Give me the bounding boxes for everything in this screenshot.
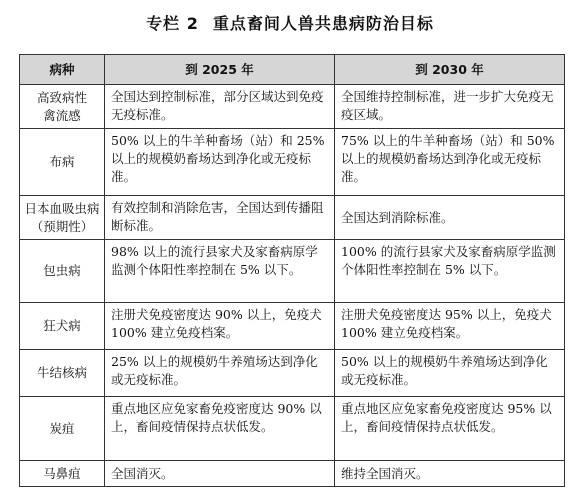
target-2030-cell: 全国维持控制标准，进一步扩大免疫无疫区域。 <box>335 85 565 129</box>
target-2030-cell: 50% 以上的规模奶牛养殖场达到净化或无疫标准。 <box>335 350 565 397</box>
table-row <box>20 303 565 350</box>
target-2025-cell: 全国达到控制标准，部分区域达到免疫无疫标准。 <box>105 85 335 129</box>
disease-cell: 日本血吸虫病 （预期性） <box>20 196 105 240</box>
table-row <box>20 240 565 303</box>
target-2025-cell: 注册犬免疫密度达 90% 以上，免疫犬 100% 建立免疫档案。 <box>105 303 335 350</box>
target-2025-cell: 有效控制和消除危害，全国达到传播阻断标准。 <box>105 196 335 240</box>
header-2025: 到 2025 年 <box>105 55 335 85</box>
target-2025-cell: 50% 以上的牛羊种畜场（站）和 25% 以上的规模奶畜场达到净化或无疫标准。 <box>105 129 335 196</box>
table-row <box>20 196 565 240</box>
header-row <box>20 55 565 85</box>
target-2025-cell: 重点地区应免家畜免疫密度达 90% 以上，畜间疫情保持点状低发。 <box>105 397 335 461</box>
target-2030-cell: 100% 的流行县家犬及家畜病原学监测个体阳性率控制在 5% 以下。 <box>335 240 565 303</box>
page-title <box>0 11 580 34</box>
table-row <box>20 85 565 129</box>
target-2025-cell: 98% 以上的流行县家犬及家畜病原学监测个体阳性率控制在 5% 以下。 <box>105 240 335 303</box>
disease-cell: 牛结核病 <box>20 350 105 397</box>
target-2030-cell: 维持全国消灭。 <box>335 461 565 487</box>
disease-cell: 狂犬病 <box>20 303 105 350</box>
column-number: 专栏 2 <box>146 14 199 33</box>
target-2030-cell: 全国达到消除标准。 <box>335 196 565 240</box>
table-row <box>20 461 565 487</box>
header-2030: 到 2030 年 <box>335 55 565 85</box>
target-2030-cell: 注册犬免疫密度达 95% 以上，免疫犬 100% 建立免疫档案。 <box>335 303 565 350</box>
table-row <box>20 397 565 461</box>
column-title: 重点畜间人兽共患病防治目标 <box>212 14 434 33</box>
target-2030-cell: 重点地区应免家畜免疫密度达 95% 以上，畜间疫情保持点状低发。 <box>335 397 565 461</box>
table-row <box>20 129 565 196</box>
disease-cell: 高致病性 禽流感 <box>20 85 105 129</box>
table-row <box>20 350 565 397</box>
targets-table <box>19 54 565 487</box>
disease-cell: 包虫病 <box>20 240 105 303</box>
disease-cell: 炭疽 <box>20 397 105 461</box>
header-disease: 病种 <box>20 55 105 85</box>
disease-cell: 布病 <box>20 129 105 196</box>
target-2030-cell: 75% 以上的牛羊种畜场（站）和 50% 以上的规模奶畜场达到净化或无疫标准。 <box>335 129 565 196</box>
target-2025-cell: 25% 以上的规模奶牛养殖场达到净化或无疫标准。 <box>105 350 335 397</box>
target-2025-cell: 全国消灭。 <box>105 461 335 487</box>
disease-cell: 马鼻疽 <box>20 461 105 487</box>
